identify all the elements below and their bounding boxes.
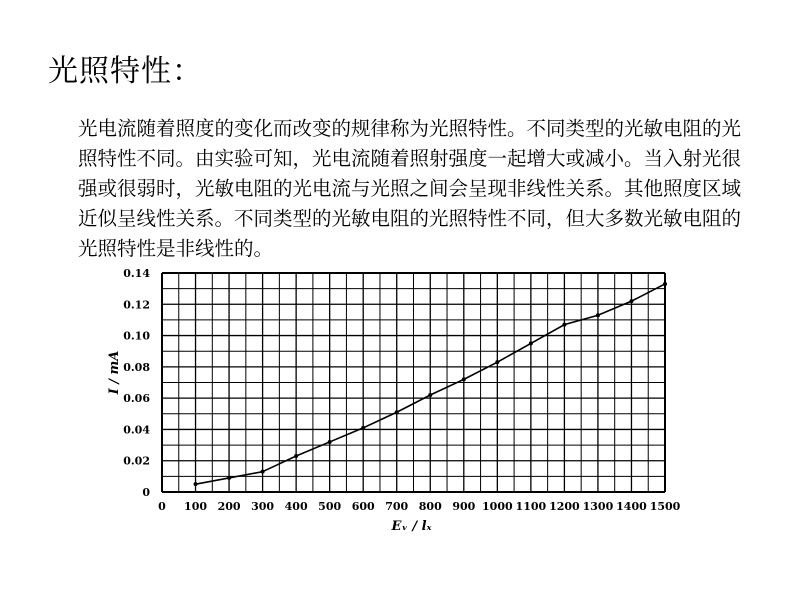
grid-layer — [162, 273, 665, 492]
y-tick-label: 0.08 — [123, 360, 150, 374]
x-tick-label: 300 — [251, 500, 275, 513]
x-tick-label: 1000 — [482, 500, 513, 513]
x-tick-label: 500 — [318, 500, 342, 513]
x-tick-label: 1400 — [616, 500, 647, 513]
x-tick-label: 0 — [158, 500, 166, 513]
data-point — [562, 323, 566, 327]
y-axis-ticks — [123, 267, 150, 499]
x-tick-label: 900 — [452, 500, 476, 513]
x-axis-ticks — [158, 500, 680, 513]
data-point — [261, 470, 265, 474]
x-tick-label: 1100 — [515, 500, 547, 513]
x-tick-label: 600 — [351, 500, 375, 513]
data-point — [194, 482, 198, 486]
y-tick-label: 0 — [142, 486, 150, 499]
x-tick-label: 700 — [385, 500, 409, 513]
data-point — [328, 440, 332, 444]
x-tick-label: 1300 — [582, 500, 614, 513]
y-tick-label: 0.10 — [123, 329, 150, 343]
y-tick-label: 0.14 — [123, 267, 150, 280]
data-point — [629, 299, 633, 303]
x-tick-label: 800 — [418, 500, 442, 513]
x-tick-label: 100 — [184, 500, 208, 513]
data-point — [227, 476, 231, 480]
data-point — [495, 360, 499, 364]
y-tick-label: 0.12 — [123, 298, 150, 312]
y-tick-label: 0.06 — [123, 392, 150, 406]
x-axis-title: Eᵥ / lₓ — [391, 519, 432, 534]
data-point — [361, 426, 365, 430]
data-point — [428, 393, 432, 397]
data-point — [395, 410, 399, 414]
y-tick-label: 0.04 — [123, 423, 150, 437]
description-paragraph: 光电流随着照度的变化而改变的规律称为光照特性。不同类型的光敏电阻的光照特性不同。由实验可知，光电流随着照射强度一起增大或减小。当入射光很强或很弱时，光敏电阻的光电流与光照之间会呈现非线性关系。其他照度区域近似呈线性关系。不同类型的光敏电阻的光照特性不同，但大多数光敏电阻的光照特性是非线性的。 — [78, 117, 742, 260]
data-point — [663, 282, 667, 286]
x-tick-label: 1500 — [649, 500, 681, 513]
x-tick-label: 200 — [217, 500, 241, 513]
x-tick-label: 1200 — [549, 500, 580, 513]
slide-title: 光照特性： — [48, 54, 203, 89]
data-point — [462, 377, 466, 381]
x-tick-label: 400 — [284, 500, 308, 513]
data-point — [294, 454, 298, 458]
data-point — [529, 341, 533, 345]
y-axis-title: I / mA — [107, 350, 122, 395]
data-point — [596, 313, 600, 317]
y-tick-label: 0.02 — [123, 454, 150, 468]
